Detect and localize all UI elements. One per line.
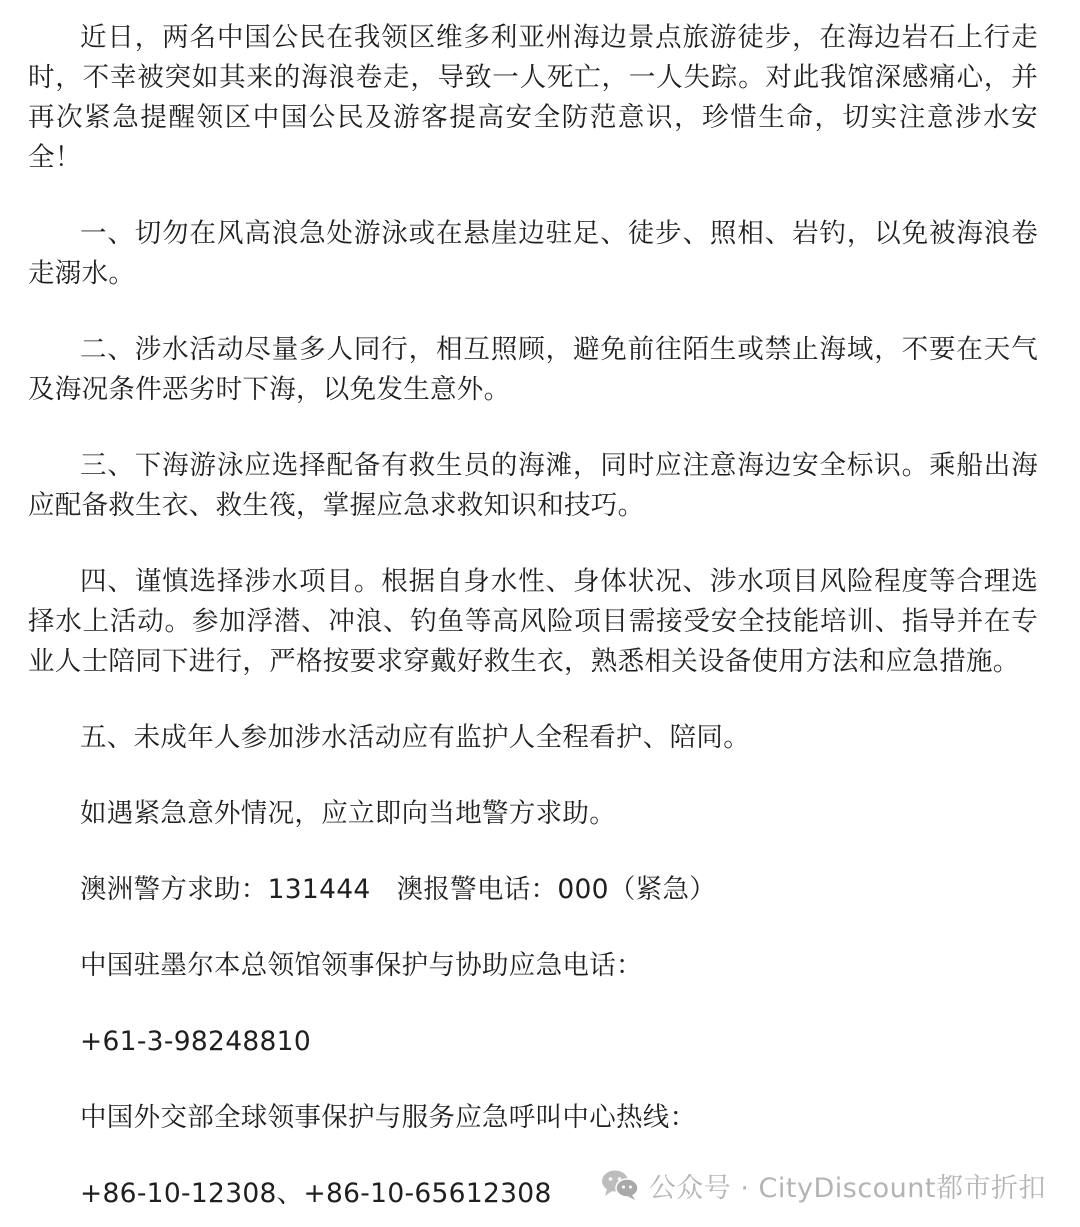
safety-item-5: 五、未成年人参加涉水活动应有监护人全程看护、陪同。 <box>80 722 750 753</box>
safety-item-4: 四、谨慎选择涉水项目。根据自身水性、身体状况、涉水项目风险程度等合理选择水上活动。参加浮潜、冲浪、钓鱼等高风险项目需接受安全技能培训、指导并在专业人士陪同下进行，严格按要求穿戴好救生衣，熟悉相关设备使用方法和应急措施。 <box>28 566 1038 677</box>
consulate-phone: +61-3-98248810 <box>80 1026 311 1057</box>
safety-item-2: 二、涉水活动尽量多人同行，相互照顾，避免前往陌生或禁止海域，不要在天气及海况条件恶劣时下海，以免发生意外。 <box>28 334 1038 405</box>
safety-item-3: 三、下海游泳应选择配备有救生员的海滩，同时应注意海边安全标识。乘船出海应配备救生衣、救生筏，掌握应急求救知识和技巧。 <box>28 450 1038 521</box>
emergency-note: 如遇紧急意外情况，应立即向当地警方求助。 <box>80 798 616 829</box>
police-contacts <box>28 870 1038 910</box>
article-body <box>28 18 1038 1214</box>
wechat-icon <box>601 1169 639 1201</box>
police-help-number: 澳洲警方求助：131444 <box>80 874 371 905</box>
police-emergency-number: 澳报警电话：000（紧急） <box>396 874 717 905</box>
watermark-text: 公众号 · CityDiscount都市折扣 <box>648 1172 1046 1204</box>
watermark <box>601 1163 1046 1207</box>
consulate-label: 中国驻墨尔本总领馆领事保护与协助应急电话： <box>80 950 643 981</box>
mfa-phones: +86-10-12308、+86-10-65612308 <box>80 1178 552 1209</box>
mfa-label: 中国外交部全球领事保护与服务应急呼叫中心热线： <box>80 1102 697 1133</box>
intro-paragraph: 近日，两名中国公民在我领区维多利亚州海边景点旅游徒步，在海边岩石上行走时，不幸被突如其来的海浪卷走，导致一人死亡，一人失踪。对此我馆深感痛心，并再次紧急提醒领区中国公民及游客提高安全防范意识，珍惜生命，切实注意涉水安全！ <box>28 22 1038 173</box>
safety-item-1: 一、切勿在风高浪急处游泳或在悬崖边驻足、徒步、照相、岩钓，以免被海浪卷走溺水。 <box>28 218 1038 289</box>
